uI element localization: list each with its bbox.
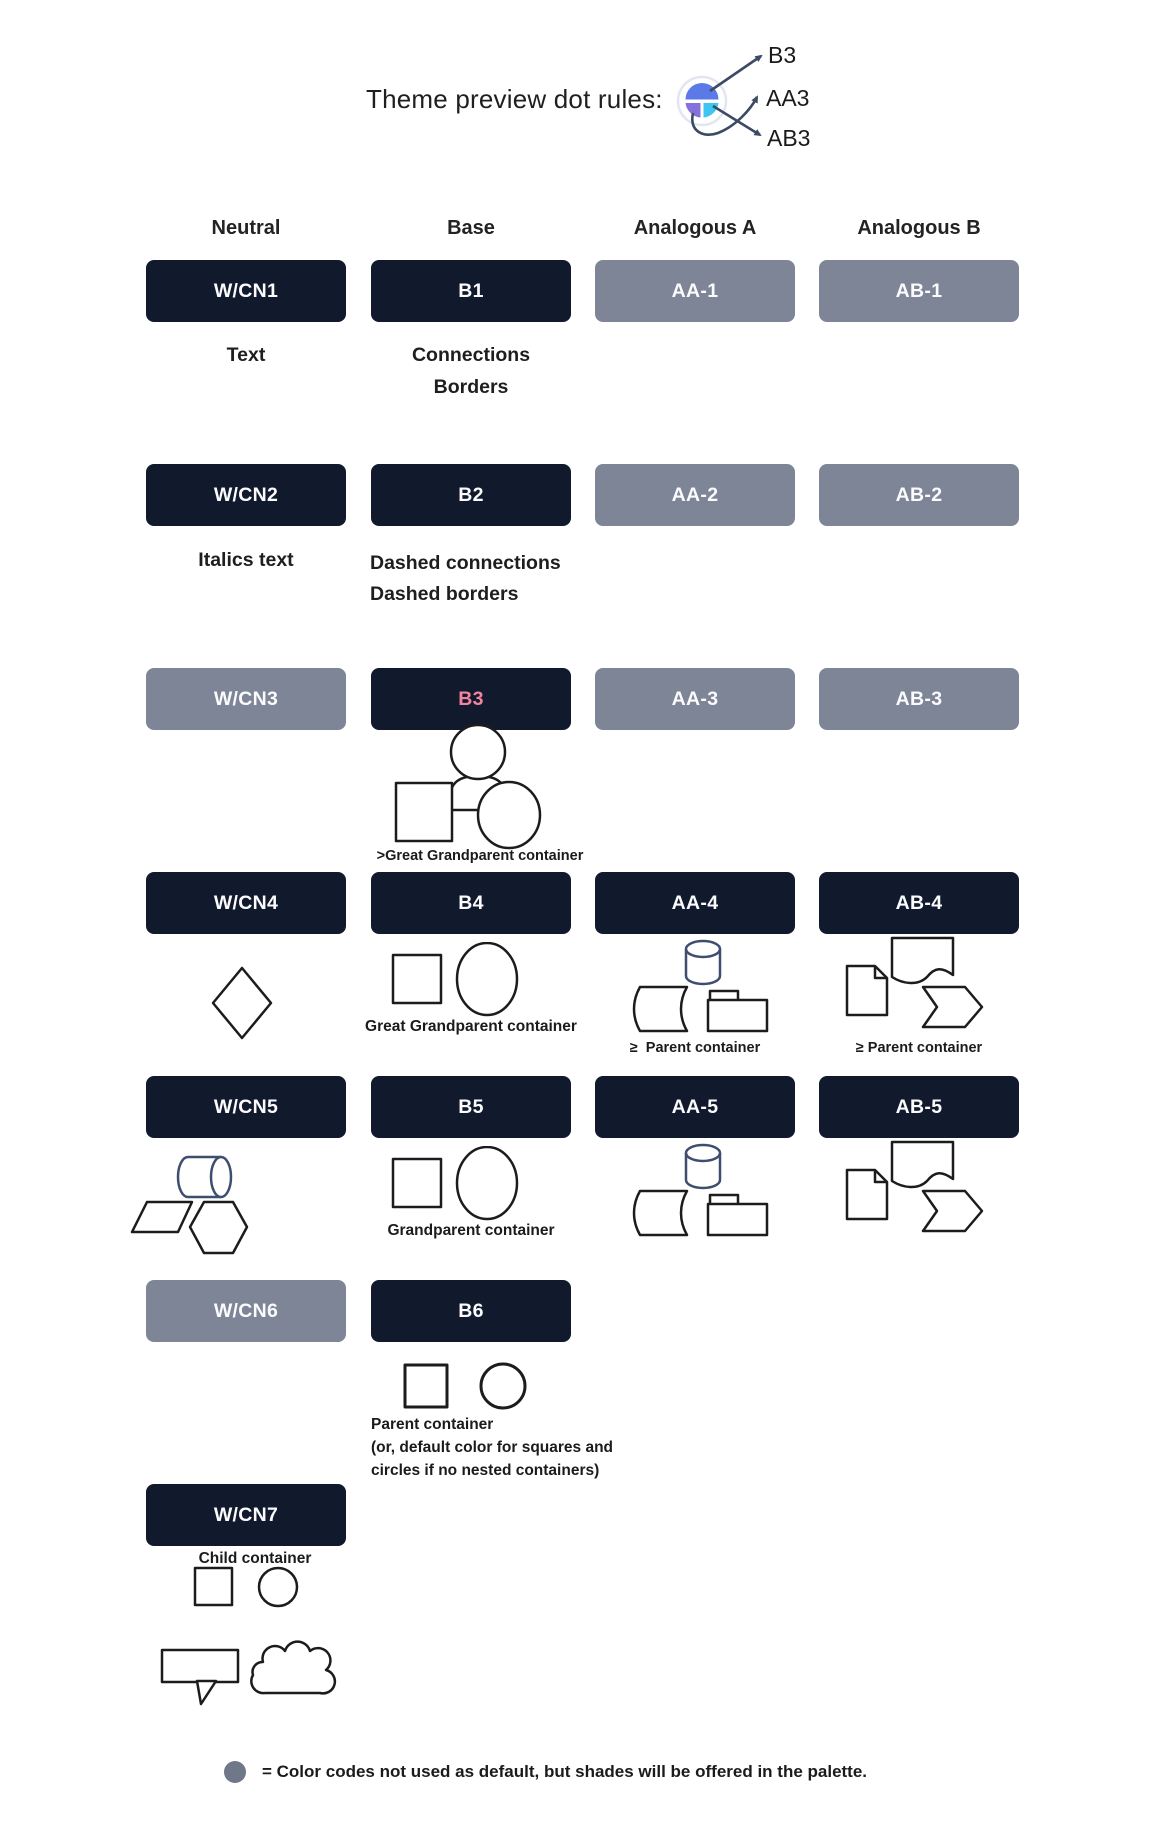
pill-b3: B3: [371, 668, 571, 730]
diamond-shape: [205, 966, 279, 1040]
column-header-neutral: Neutral: [211, 217, 281, 239]
square-icon: [405, 1365, 447, 1407]
caption-gte-parent-ab: ≥ Parent container: [855, 1040, 983, 1056]
pill-wcn1: W/CN1: [146, 260, 346, 322]
page-title: Theme preview dot rules:: [366, 84, 663, 114]
pill-ab4: AB-4: [819, 872, 1019, 934]
pill-aa3: AA-3: [595, 668, 795, 730]
pill-wcn4: W/CN4: [146, 872, 346, 934]
caption-borders: Borders: [433, 376, 509, 398]
dot-rule-label-aa3: AA3: [766, 85, 810, 111]
square-icon: [393, 955, 441, 1003]
legend-text: = Color codes not used as default, but shades will be offered in the palette.: [262, 1762, 868, 1781]
pill-ab1: AB-1: [819, 260, 1019, 322]
pill-aa1: AA-1: [595, 260, 795, 322]
cylinder-parallelogram-hexagon-shapes: [122, 1152, 257, 1262]
pill-aa5: AA-5: [595, 1076, 795, 1138]
pill-b4: B4: [371, 872, 571, 934]
horizontal-cylinder-cap-icon: [211, 1157, 231, 1197]
pill-wcn6: W/CN6: [146, 1280, 346, 1342]
folded-note-icon: [847, 966, 887, 1015]
square-icon: [195, 1568, 232, 1605]
caption-child: Child container: [198, 1550, 312, 1567]
speech-bubble-tail-icon: [197, 1681, 216, 1704]
pill-wcn5: W/CN5: [146, 1076, 346, 1138]
wavy-document-icon: [892, 1142, 953, 1187]
circle-icon: [259, 1568, 297, 1606]
caption-gte-parent-aa: ≥ Parent container: [629, 1040, 761, 1056]
chevron-icon: [923, 1191, 982, 1231]
tabbed-rect-icon: [708, 1204, 767, 1235]
caption-dashed-connections: Dashed connections: [370, 552, 561, 574]
folded-note-icon: [847, 1170, 887, 1219]
caption-great-grandparent-gt: >Great Grandparent container: [376, 848, 584, 864]
pill-wcn3: W/CN3: [146, 668, 346, 730]
caption-parent-line2: (or, default color for squares and: [371, 1439, 614, 1456]
caption-dashed-borders: Dashed borders: [370, 583, 519, 605]
caption-connections: Connections: [411, 344, 531, 366]
pill-b1: B1: [371, 260, 571, 322]
note-document-chevron-shapes: [840, 931, 990, 1031]
callout-cloud-shapes: [150, 1638, 340, 1710]
pill-ab3: AB-3: [819, 668, 1019, 730]
pill-ab2: AB-2: [819, 464, 1019, 526]
cylinder-storeddata-tab-shapes: [625, 936, 775, 1036]
ellipse-icon: [457, 943, 517, 1015]
dot-rule-label-b3: B3: [768, 42, 797, 68]
column-header-base: Base: [447, 217, 495, 239]
caption-grandparent: Grandparent container: [387, 1222, 555, 1239]
dot-rule-label-ab3: AB3: [767, 125, 811, 151]
note-document-chevron-shapes: [840, 1135, 990, 1235]
caption-great-grandparent: Great Grandparent container: [365, 1018, 577, 1035]
column-header-analogous-b: Analogous B: [857, 217, 981, 239]
stored-data-icon: [634, 1191, 687, 1235]
cloud-icon: [251, 1642, 335, 1694]
pill-b5: B5: [371, 1076, 571, 1138]
square-ellipse-shapes: [385, 942, 525, 1020]
square-icon: [396, 783, 452, 841]
tabbed-rect-icon: [708, 1000, 767, 1031]
ellipse-icon: [457, 1147, 517, 1219]
stored-data-icon: [634, 987, 687, 1031]
caption-text: Text: [226, 344, 266, 366]
theme-preview-dot-icon: [655, 28, 855, 158]
pill-wcn2: W/CN2: [146, 464, 346, 526]
wavy-document-icon: [892, 938, 953, 983]
diamond-icon: [213, 968, 271, 1038]
square-ellipse-shapes: [385, 1146, 525, 1224]
person-square-circle-shapes: [385, 712, 565, 854]
pill-aa4: AA-4: [595, 872, 795, 934]
cylinder-storeddata-tab-shapes: [625, 1140, 775, 1240]
pill-b6: B6: [371, 1280, 571, 1342]
caption-parent-line3: circles if no nested containers): [371, 1462, 600, 1479]
pill-aa2: AA-2: [595, 464, 795, 526]
chevron-icon: [923, 987, 982, 1027]
square-circle-shapes: [395, 1355, 545, 1420]
hexagon-icon: [190, 1202, 247, 1253]
square-circle-shapes: [185, 1560, 315, 1615]
circle-icon: [481, 1364, 525, 1408]
square-icon: [393, 1159, 441, 1207]
pill-ab5: AB-5: [819, 1076, 1019, 1138]
cylinder-top-icon: [686, 941, 720, 957]
person-head-icon: [451, 725, 505, 779]
arrow-to-b3: [710, 56, 761, 91]
pill-wcn7: W/CN7: [146, 1484, 346, 1546]
legend-gray-dot-icon: [224, 1761, 246, 1783]
ellipse-icon: [478, 782, 540, 848]
caption-italics-text: Italics text: [198, 549, 294, 571]
speech-bubble-icon: [162, 1650, 238, 1682]
parallelogram-icon: [132, 1202, 192, 1232]
pill-b2: B2: [371, 464, 571, 526]
cylinder-top-icon: [686, 1145, 720, 1161]
caption-parent-line1: Parent container: [371, 1416, 494, 1433]
column-header-analogous-a: Analogous A: [633, 217, 757, 239]
